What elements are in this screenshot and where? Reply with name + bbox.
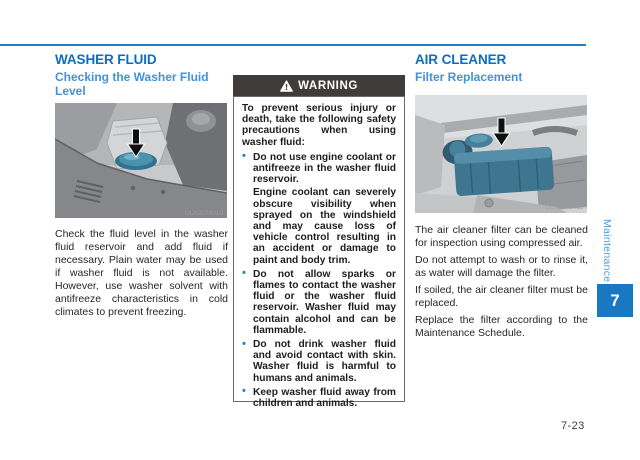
- warning-triangle-icon: [280, 80, 293, 92]
- chapter-name-vertical: Maintenance: [601, 219, 613, 283]
- air-cleaner-paragraph: Replace the filter according to the Maintenance Schedule.: [415, 314, 588, 339]
- engine-bay-illustration: [55, 103, 227, 218]
- warning-bullet: [242, 269, 396, 336]
- air-cleaner-photo: [415, 95, 587, 213]
- washer-fluid-photo: [55, 103, 227, 218]
- page-number: 7-23: [561, 420, 585, 432]
- header-rule: [0, 44, 586, 46]
- warning-bullet-text: • Keep washer fluid away from children and animals.: [253, 386, 396, 410]
- warning-label: WARNING: [298, 79, 358, 92]
- air-cleaner-paragraph: The air cleaner filter can be cleaned for inspection using compressed air.: [415, 224, 588, 249]
- warning-intro: To prevent serious injury or death, take the following safety precautions when using washer fluid:: [242, 103, 396, 148]
- photo-code-label: OLX2078011: [545, 204, 583, 211]
- warning-bullet: [242, 339, 396, 384]
- warning-body: [233, 96, 405, 410]
- warning-bullet-text: • Do not allow sparks or flames to contact the washer fluid or the washer fluid reservoir. Washer fluid may contain alcohol and can be flammable.: [253, 268, 396, 336]
- warning-bullet-subtext: Engine coolant can severely obscure visibility when sprayed on the windshield and may cause loss of vehicle control resulting in an accident or damage to paint and body trim.: [253, 187, 396, 266]
- air-cleaner-body: [415, 224, 588, 344]
- warning-bullet: [242, 387, 396, 409]
- warning-bullet-text: • Do not use engine coolant or antifreeze in the washer fluid reservoir.: [253, 151, 396, 186]
- warning-header: [233, 75, 405, 96]
- subsection-title-washer-fluid: Checking the Washer Fluid Level: [55, 70, 209, 98]
- washer-fluid-body: Check the fluid level in the washer fluid reservoir and add fluid if necessary. Plain water may be used if washer fluid is not available. However, use washer solvent with antifreeze characteristics in cold climates to prevent freezing.: [55, 228, 228, 318]
- air-cleaner-paragraph: If soiled, the air cleaner filter must be replaced.: [415, 284, 588, 309]
- photo-code-label: OLX2078010: [184, 210, 223, 217]
- warning-bullet: [242, 152, 396, 266]
- warning-bullet-text: • Do not drink washer fluid and avoid contact with skin. Washer fluid is harmful to humans and animals.: [253, 339, 396, 384]
- section-title-washer-fluid: WASHER FLUID: [55, 52, 157, 67]
- chapter-tab: 7: [597, 284, 633, 317]
- section-title-air-cleaner: AIR CLEANER: [415, 52, 507, 67]
- subsection-title-air-cleaner: Filter Replacement: [415, 70, 523, 84]
- air-cleaner-paragraph: Do not attempt to wash or to rinse it, as water will damage the filter.: [415, 254, 588, 279]
- air-cleaner-illustration: [415, 95, 587, 213]
